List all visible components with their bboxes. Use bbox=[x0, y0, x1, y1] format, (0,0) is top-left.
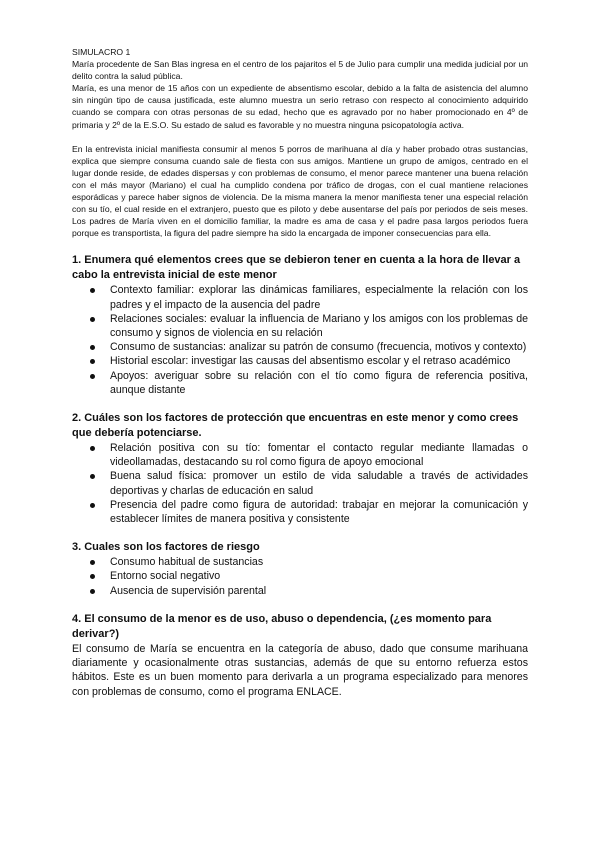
list-item: Presencia del padre como figura de autoridad: trabajar en mejorar la comunicación y establecer límites de manera positiva y consistente bbox=[110, 498, 528, 526]
paragraph-gap bbox=[72, 131, 528, 143]
list-item: Contexto familiar: explorar las dinámicas familiares, especialmente la relación con los padres y el impacto de la ausencia del padre bbox=[110, 283, 528, 311]
bullet-icon bbox=[90, 374, 95, 379]
bullet-icon bbox=[90, 288, 95, 293]
bullet-icon bbox=[90, 446, 95, 451]
question-heading-3: 3. Cuales son los factores de riesgo bbox=[72, 541, 260, 554]
question-section-1 bbox=[72, 253, 528, 397]
list-item: Entorno social negativo bbox=[110, 569, 528, 583]
answer-list-2 bbox=[72, 441, 528, 526]
list-item: Buena salud física: promover un estilo de vida saludable a través de actividades deportivas y charlas de educación en salud bbox=[110, 469, 528, 497]
list-item: Historial escolar: investigar las causas del absentismo escolar y el retraso académico bbox=[110, 354, 528, 368]
bullet-icon bbox=[90, 317, 95, 322]
answer-list-3 bbox=[72, 555, 528, 598]
question-heading-2: 2. Cuáles son los factores de protección que encuentras en este menor y como crees que debería potenciarse. bbox=[72, 412, 519, 440]
answer-paragraph-4: El consumo de María se encuentra en la categoría de abuso, dado que consume marihuana diariamente y ocasionalmente otras sustancias, además de que su entorno refuerza estos hábitos. Este es un buen momento para derivarla a un programa especializado para menores con problemas de consumo, como el programa ENLACE. bbox=[72, 642, 528, 698]
question-section-3 bbox=[72, 540, 528, 598]
list-item: Relaciones sociales: evaluar la influencia de Mariano y los amigos con los problemas de consumo y signos de violencia en su relación bbox=[110, 312, 528, 340]
bullet-icon bbox=[90, 359, 95, 364]
question-heading-4: 4. El consumo de la menor es de uso, abuso o dependencia, (¿es momento para derivar?) bbox=[72, 612, 492, 640]
intro-paragraph-2: María, es una menor de 15 años con un expediente de absentismo escolar, debido a la falta de asistencia del alumno sin ningún tipo de causa justificada, este alumno muestra un serio retraso con respecto al conocimiento adquirido cuando se compara con otras personas de su edad, hecho que es agravado por no haber promocionado en 4º de primaria y 2º de la E.S.O. Su estado de salud es favorable y no muestra ninguna psicopatología activa. bbox=[72, 83, 528, 130]
intro-paragraph-3: En la entrevista inicial manifiesta consumir al menos 5 porros de marihuana al día y haber probado otras sustancias, explica que siempre consuma cuando sale de fiesta con sus amigos. Mantiene un grupo de amigos, centrado en el lugar donde reside, de edades dispersas y con problemas de consumo, el menor parece mantener una buena relación con el más mayor (Mariano) el cual ha cumplido condena por tráfico de drogas, con el cual mantiene relaciones esporádicas y parece haber signos de violencia. De la misma manera la menor manifiesta tener una especial relación con su tío, el cual reside en el extranjero, puesto que es piloto y debe ausentarse del país por periodos de seis meses. Los padres de María viven en el domicilio familiar, la madre es ama de casa y el padre pasa largos periodos fuera porque es transportista, la figura del padre siempre ha sido la encargada de imponer consecuencias para ella. bbox=[72, 143, 528, 239]
list-item: Consumo habitual de sustancias bbox=[110, 555, 528, 569]
bullet-icon bbox=[90, 574, 95, 579]
question-section-4 bbox=[72, 612, 528, 699]
list-item: Ausencia de supervisión parental bbox=[110, 584, 528, 598]
bullet-icon bbox=[90, 560, 95, 565]
bullet-icon bbox=[90, 345, 95, 350]
question-heading-1: 1. Enumera qué elementos crees que se debieron tener en cuenta a la hora de llevar a cabo la entrevista inicial de este menor bbox=[72, 254, 521, 282]
list-item: Apoyos: averiguar sobre su relación con el tío como figura de referencia positiva, aunque distante bbox=[110, 369, 528, 397]
bullet-icon bbox=[90, 589, 95, 594]
case-description bbox=[72, 46, 528, 239]
document-title: SIMULACRO 1 bbox=[72, 47, 131, 57]
list-item: Relación positiva con su tío: fomentar el contacto regular mediante llamadas o videollamadas, destacando su rol como figura de apoyo emocional bbox=[110, 441, 528, 469]
bullet-icon bbox=[90, 503, 95, 508]
intro-paragraph-1: María procedente de San Blas ingresa en el centro de los pajaritos el 5 de Julio para cumplir una medida judicial por un delito contra la salud pública. bbox=[72, 59, 528, 82]
bullet-icon bbox=[90, 474, 95, 479]
list-item: Consumo de sustancias: analizar su patrón de consumo (frecuencia, motivos y contexto) bbox=[110, 340, 528, 354]
answer-list-1 bbox=[72, 283, 528, 397]
question-section-2 bbox=[72, 411, 528, 526]
